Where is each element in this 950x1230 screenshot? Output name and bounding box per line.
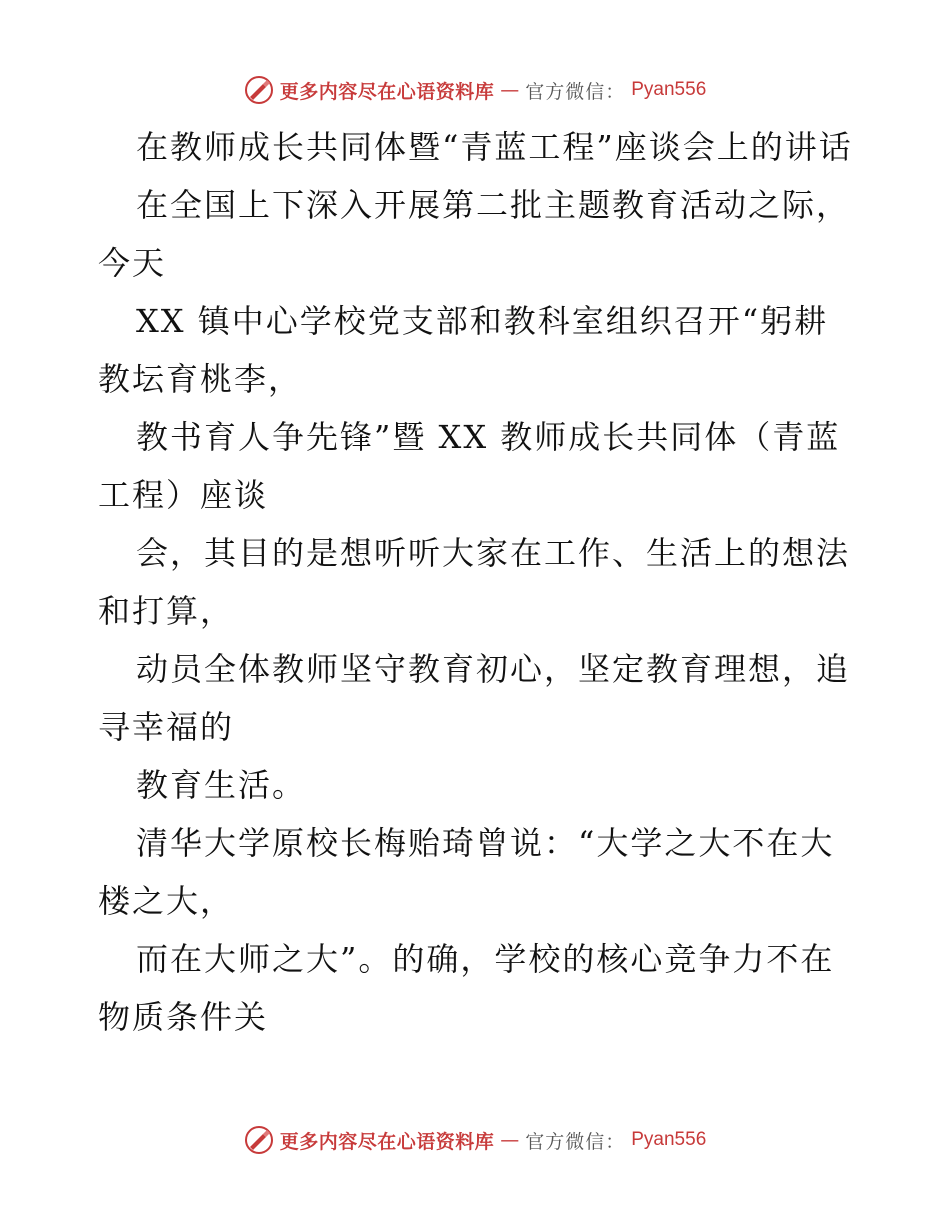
document-line: 而在大师之大”。的确，学校的核心竞争力不在物质条件关 bbox=[98, 940, 835, 1036]
document-line: 动员全体教师坚守教育初心，坚定教育理想，追寻幸福的 bbox=[98, 650, 851, 746]
document-line: 清华大学原校长梅贻琦曾说：“大学之大不在大楼之大， bbox=[98, 824, 835, 920]
document-line: XX 镇中心学校党支部和教科室组织召开“躬耕教坛育桃李， bbox=[98, 302, 829, 398]
watermark-handle: Pyan556 bbox=[631, 1129, 707, 1150]
document-line: 教育生活。 bbox=[136, 766, 307, 804]
watermark-handle: Pyan556 bbox=[631, 79, 707, 100]
watermark-official: 官方微信： bbox=[525, 80, 626, 103]
watermark-official: 官方微信： bbox=[525, 1130, 626, 1153]
document-line: 在全国上下深入开展第二批主题教育活动之际，今天 bbox=[98, 186, 851, 282]
pen-logo-icon bbox=[244, 1125, 274, 1155]
pen-logo-icon bbox=[244, 75, 274, 105]
document-body bbox=[98, 118, 858, 1046]
header-watermark bbox=[0, 72, 950, 108]
footer-watermark bbox=[0, 1122, 950, 1158]
document-line: 会，其目的是想听听大家在工作、生活上的想法和打算， bbox=[98, 534, 851, 630]
watermark-dash: — bbox=[500, 1129, 520, 1151]
document-line: 教书育人争先锋”暨 XX 教师成长共同体（青蓝工程）座谈 bbox=[98, 418, 841, 514]
document-line-title: 在教师成长共同体暨“青蓝工程”座谈会上的讲话 bbox=[136, 128, 853, 166]
watermark-brand: 更多内容尽在心语资料库 bbox=[279, 1130, 495, 1153]
watermark-dash: — bbox=[500, 79, 520, 101]
watermark-brand: 更多内容尽在心语资料库 bbox=[279, 80, 495, 103]
